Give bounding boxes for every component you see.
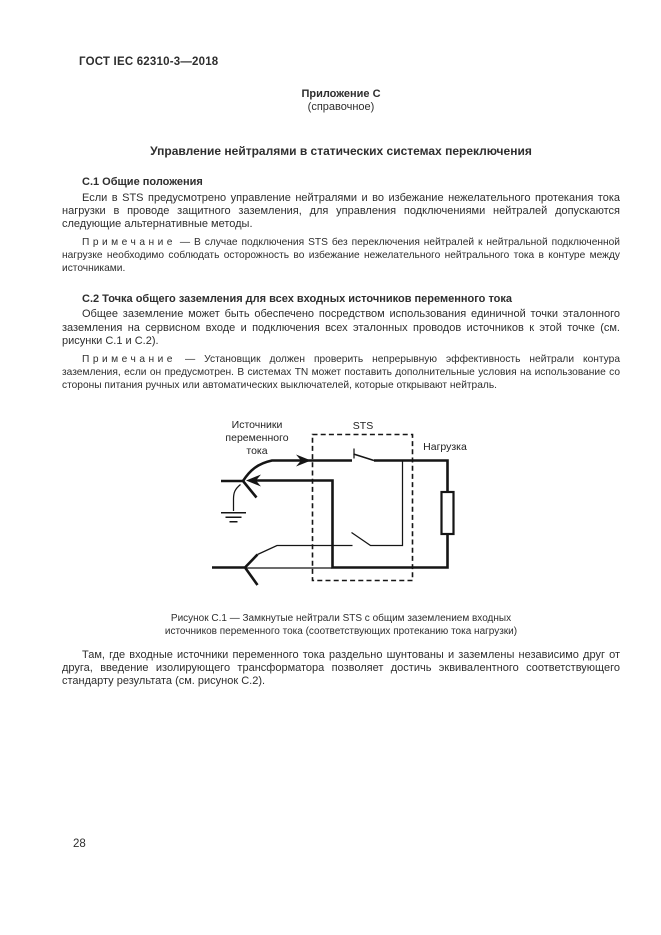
section-c2-heading: С.2 Точка общего заземления для всех входных источников переменного тока	[82, 293, 513, 306]
lower-source-symbol	[212, 555, 258, 586]
label-load: Нагрузка	[423, 441, 467, 454]
circuit-diagram	[200, 412, 500, 602]
figure-caption	[62, 612, 620, 638]
closing-paragraph: Там, где входные источники переменного тока раздельно шунтованы и заземлены независимо друг от друга, введение изолирующего трансформатора позволяет достичь эквивалентного соответствующего стандарту результата (см. рисунок С.2).	[62, 649, 620, 688]
closed-switch-lever	[354, 454, 375, 461]
figure-c1	[62, 412, 620, 602]
neutral-return-wire	[252, 481, 448, 568]
section-c1-paragraph: Если в STS предусмотрено управление нейтралями и во избежание нежелательного протекания тока нагрузки в проводе защитного заземления, для управления подключениями нейтралей допускаются следующие альтернативные методы.	[62, 191, 620, 231]
label-sts: STS	[352, 420, 374, 433]
figure-caption-text: Рисунок С.1 — Замкнутые нейтрали STS с общим заземлением входных источников переменного тока (соответствующих протеканию тока нагрузки)	[164, 613, 518, 638]
appendix-label: Приложение С	[301, 88, 381, 100]
note-text: — Установщик должен проверить непрерывную эффективность нейтрали контура заземления, если он предусмотрен. В системах TN может поставить дополнительные условия на использование со стороны питания ручных или автоматических выключателей, которые открывают нейтраль.	[62, 354, 620, 392]
appendix-kind: (справочное)	[307, 101, 375, 114]
ground-lead	[234, 485, 241, 512]
load-resistor	[442, 492, 454, 534]
upper-source-symbol	[221, 481, 257, 498]
label-ac-sources-line2: переменного	[225, 432, 289, 445]
page-number: 28	[73, 838, 86, 850]
open-switch-and-riser	[352, 461, 403, 546]
wire-to-load	[374, 461, 448, 493]
appendix-block	[62, 88, 620, 114]
document-header: ГОСТ IEC 62310-3—2018	[79, 56, 219, 68]
appendix-title: Управление нейтралями в статических системах переключения	[150, 144, 532, 159]
note-label: Примечание	[82, 237, 176, 249]
section-c2-note	[62, 353, 620, 392]
top-live-wire	[243, 461, 352, 482]
label-ac-sources-line1: Источники	[231, 419, 283, 432]
section-c1-heading: С.1 Общие положения	[82, 176, 203, 189]
section-c2-paragraph: Общее заземление может быть обеспечено посредством использования единичной точки эталонного заземления на сервисном входе и подключения всех эталонных проводов источников к этой точке (см. рисунки С.1 и С.2).	[62, 308, 620, 347]
note-text: — В случае подключения STS без переключения нейтралей к нейтральной подключенной нагрузке необходимо соблюдать осторожность во избежание нежелательного нейтрального тока в контуре между источниками.	[62, 237, 620, 275]
note-label: Примечание	[82, 354, 176, 366]
label-ac-sources-line3: тока	[246, 445, 268, 458]
section-c1-note	[62, 236, 620, 275]
earth-ground-symbol	[221, 513, 246, 522]
lower-live-wire	[258, 546, 353, 555]
